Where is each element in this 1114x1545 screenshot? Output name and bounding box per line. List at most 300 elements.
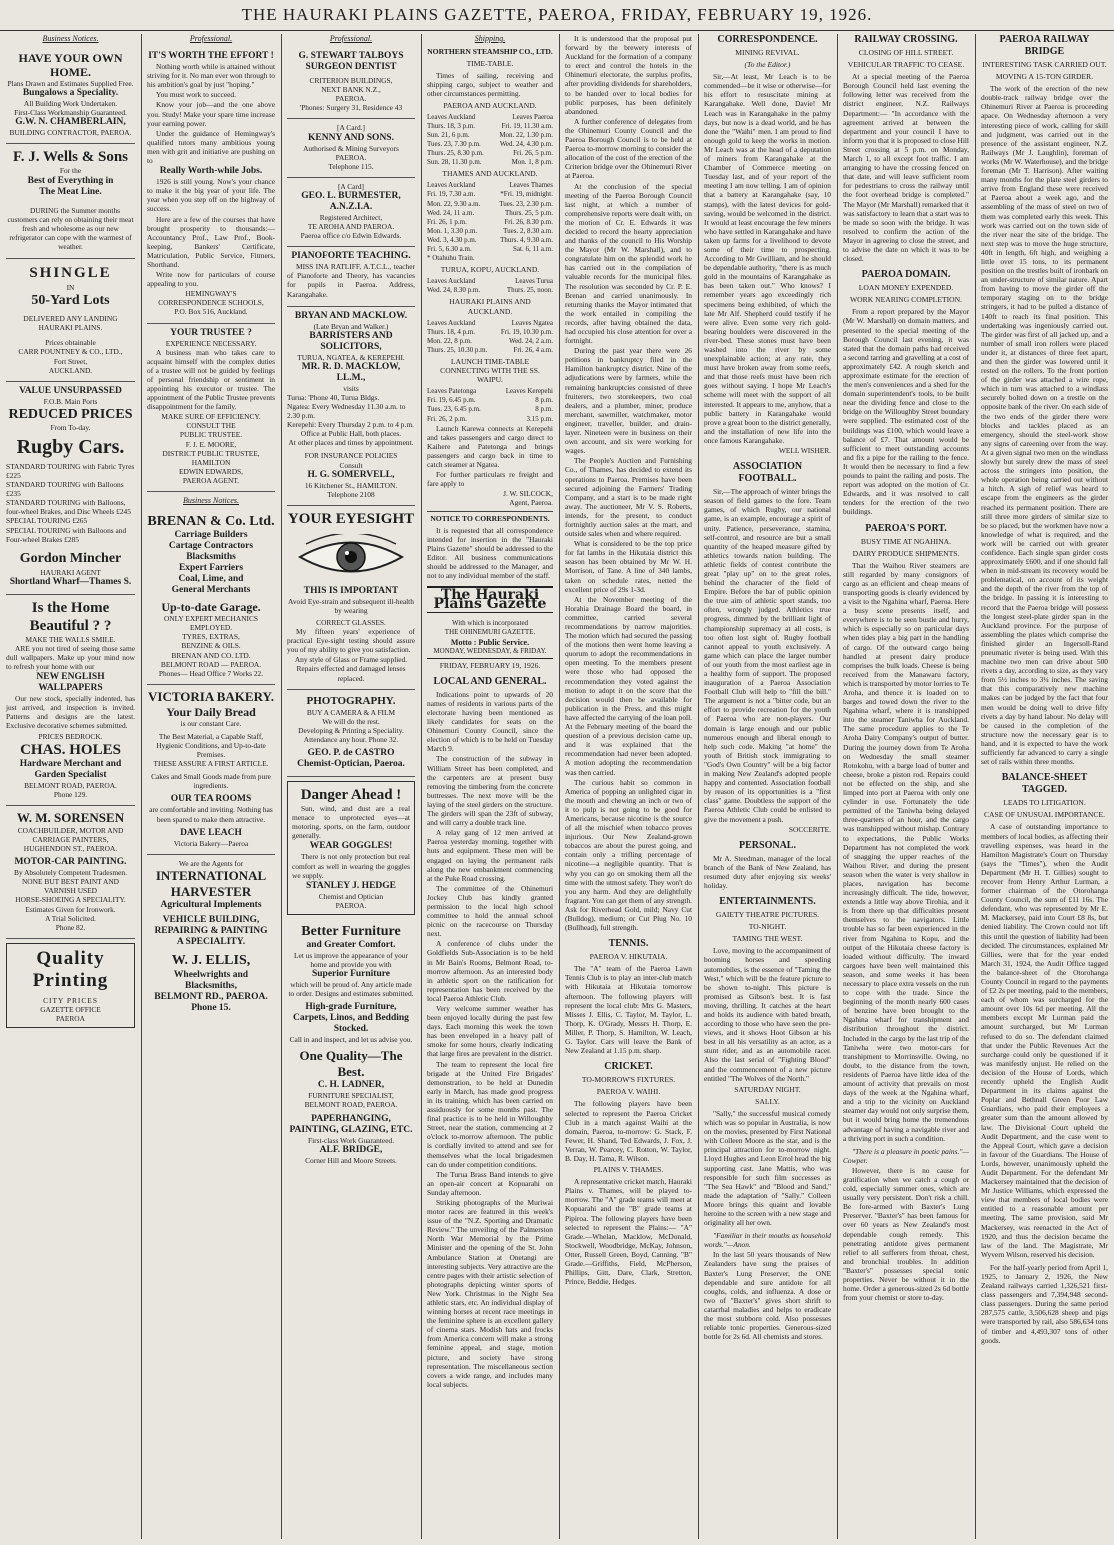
advert-text: However, there is no cause for gratification when we catch a cough or cold, especially summer ones, which are usually very persistent. Don't risk a chill. Be fore-armed with Baxter's Lung Preserver. "Baxter's" has been famous for over 60 years as New Zealand's most dependable cough remedy. This penetrating antidote gives permanent relief to all sufferers from throat, chest, and bronchial troubles. In addition "Baxter's" possesses special tonic properties. Never be without it in the home. Order a generous-sized 2s 6d bottle from your chemist or store to-day. [843,1165,969,1303]
ad-headline: Quality [36,947,105,969]
ad-text: DAVE LEACH [180,827,242,838]
ad-text: is our constant Care. [180,718,242,728]
letter-text: Sir,—At least, Mr Leach is to be commended—be it wise or otherwise—for his effort to resuscitate mining at Karangahake. Well done, Davie! Mr Leach was in Karangahake in the palmy days, but now is a dead world, and he has done the "Waihi" men. I am proud to find enough gold to keep the works in motion. Mr Leach was at the head of a deputation of miners from Karangahake at the Chamber of Commerce meeting on Tuesday last, and of your report of the meeting I am now telling. I am of opinion that a battery at Karangahake (say, 10 stamps), with the latest devices for gold-saving, would be welcomed in the district. It would at least encourage the few miners who have settled in Karangahake and have taken up farms for a livelihood to devote some of their time to prospecting. According to Mr Gwilliam, and he should be dependable authority, "there is as much gold in the mountains of Karangahake as has been taken out." Who knows? I remember years ago exceedingly rich specimens being exhibited, of which the late Mr Alf. Shepherd could testify if he were alive. Even some very rich gold-bearing boulders were discovered in the river-bed. These stones must have been washed into the river by some unexplainable action; at any rate, they must have broken away from some reefs, and that those reefs must have been rich goes without saying. I hope Mr Leach's scheme will meet with the support of all interested. It appears to me, anyhow, that a public battery in Karangahake would prove a great boon to the district generally, and the installation of new life into the once famous Karangahake. [704,72,831,445]
section-subheading: VEHICULAR TRAFFIC TO CEASE. [847,60,965,70]
ad-text: 16 Kitchener St., HAMILTON. [304,480,398,490]
ad-text: Bungalows a Speciality. [22,88,119,99]
nameplate-line: MONDAY, WEDNESDAY, & FRIDAY. [427,647,553,659]
ad-text: MR. R. D. MACKLOW, LL.M., [301,361,401,383]
ad-headline: Is the Home Beautiful ? ? [29,599,112,634]
article-paragraph: A relay gang of 12 men arrived at Paeroa yesterday morning, together with huts and equipment. These men will be engaged on laying the permanent rails along the new embankment commencing at the Puke Road crossing. [427,828,553,883]
section-heading: PERSONAL. [739,839,796,851]
ad-text: Any style of Glass or Frame supplied. [294,655,408,665]
ad-holes-wallpapers [6,595,135,806]
ad-text: visits [343,383,359,393]
ad-text: Authorised & Mining Surveyors [303,143,399,153]
price-line: SPECIAL TOURING £265 [6,516,88,526]
price-line: SPECIAL TOURING with Balloons and Four-wheel Brakes £285 [6,525,127,544]
section-heading: LOCAL AND GENERAL. [433,675,547,687]
ad-headline: F. J. Wells & Sons [12,149,129,166]
ad-ellis [147,855,275,1020]
ad-text: OUR TEA ROOMS [170,794,252,805]
article-paragraph: That the Waihou River steamers are still regarded by many consignors of cargo as an efficient and cheap means of transporting goods is clearly evidenced by a visit to the Ngahina wharf, Paeroa. Here a busy scene presents itself, and everywhere is to be seen bustle and hurry, which is especially so on particular days when tides play a big part in the handling of cargo. Of the outward cargo being handled at present dairy produce comprises the bulk loads. Cheese is being received from the Manawaru factory, which is transported by motor lorries to Te Aroha, and thence it is loaded on to barges and towed down the river to the Ngahina wharf, where it is transhipped into the steamer Taniwha for Auckland. The same procedure applies to the Te Aroha Dairy Company's output of butter. During the journey down from Te Aroha on Wednesday the small steamer Rotokohu, with a barge load of butter and cheese, broke a piston rod. Repairs could not be effected on the ship, and she limped into port at Paeroa with only one cylinder in use. Fortunately the tide permitted of the Taniwha being delayed three-quarters of an hour, and the cargo was transhipped without mishap. Contrary to expectations, the Public Works Department has not completed the work of snagging the upper reaches of the Waihou River, and during the present season when the water is very shallow in places, navigation has become increasingly difficult. The tide, however, extends a little way above Tirohia, and it is from there up that difficulties present themselves to the navigators. Little trouble has so far been experienced in the river from Ngahina to Kopu, and the output of the Hikutaia cheese factory is loaded without difficulty. The inward cargoes have been well maintained this season, and some weeks it has been necessary to place extra vessels on the run to cope with the trade. Since the beginning of the month nearly 600 cases of benzine have been brought to the Ngahina wharf for transhipment and distribution throughout the district. Included in the cargo by the last trip of the Taniwha were two motor-cars for transhipment to Morrinsville. Owing, no doubt, to the distance from the town, residents of Paeroa have little idea of the amount of activity that prevails on most days of the week at the Ngahina wharf, and a trip to the vicinity on Auckland steamer day would not only surprise them, but it would bring home the tremendous advantage of having a navigable river and a thriving port in such a condition. [843,560,969,1143]
ad-text: BELMONT ROAD, PAEROA. [24,780,117,790]
ad-text: At other places and times by appointment. [288,438,414,448]
ad-text: F.O.B. Main Ports [43,396,98,406]
column-8 [975,34,1114,1534]
ad-text: Fort Street, [53,356,88,366]
article-paragraph: It is understood that the proposal put forward by the brewery interests of Auckland for the formation of a company to erect and control the hotels in the Ohinemuri electorate, the surplus profits, after providing dividends for shareholders, to be handed over to local bodies for public purposes, has been definitely abandoned. [565,34,692,116]
section-subheading: TO-MORROW'S FIXTURES. [581,1075,676,1085]
ad-headline: KENNY AND SONS. [308,132,394,143]
article-paragraph: The People's Auction and Furnishing Co., of Thames, has decided to extend its operations to Paeroa. Premises have been secured adjoining the Farmers' Trading Company, and a start is to be made right away. The auctioneer, Mr V. S. Roberts, intends, for the present, to conduct fortnightly auction sales at the mart, and outside sales when and where required. [565,456,692,539]
section-heading: CRICKET. [604,1061,653,1073]
ad-text: G.W. N. CHAMBERLAIN, [15,117,126,128]
ad-text: We will do the rest. [322,716,380,726]
advert-quote: "Familiar in their mouths as household words."—Anon. [704,1231,831,1250]
ad-text: High-grade Furniture, Carpets, Linos, and Bedding Stocked. [293,1002,409,1035]
article-paragraph: A conference of clubs under the Goldfields Sub-Association is to be held in Mr Bain's Rooms, Belmont Road, to-morrow afternoon. As an interested body in athletic sport on the ratification for representation has been received by the local Paeroa Athletic Club. [427,939,553,1003]
ad-text: First-class Work Guaranteed. [307,1135,395,1145]
ad-talboys [287,47,415,119]
ad-headline: Your Daily Bread [166,704,256,719]
notice-heading: NOTICE TO CORRESPONDENTS. [430,513,550,523]
shipping-footer: For further particulars re freight and fare apply to [427,470,553,489]
article-paragraph: "Sally," the successful musical comedy which was so popular in Australia, is now on the movies, presented by First National with Colleen Moore as the star, and is the principal attraction for to-morrow night. Lloyd Hughes and Leon Errol head the big supporting cast. Jane Mattis, who was responsible for such film successes as "The Sea Hawk" and "Blood and Sand," made the adaptation of "Sally." Colleen Moore brings this quaint and lovable heroine to the screen with a new stage and originality all her own. [704,1108,831,1228]
article-paragraph: A representative cricket match, Hauraki Plains v. Thames, will be played to-morrow. The "A" grade teams will meet at Kopuarahi and the "B" grade teams at Pipiroa. The following players have been selected to represent the Plains:— "A" Grade.—Whelan, Macklow, McDonald, Stockwell, Woodbridge, McKay, Johnson, Otter, Russell Green, Boyd, Canning. "B" Grade.—Griffiths, Field, McPherson, Phillips, Gitt, Dare, Clark, Stretton, Prince, Beddie, Hedges. [565,1177,692,1287]
ad-text: Telephone 2108 [327,489,375,499]
ad-text: There is not only protection but real comfort as well in wearing the goggles we supply. [292,852,410,880]
ad-text: PAEROA. [335,152,367,162]
ad-text: You must work to succeed. [156,90,236,100]
ad-headline: Printing [32,969,109,991]
ad-headline: IT'S WORTH THE EFFORT ! [148,51,274,62]
timetable-header: Leaves Auckland Leaves Thames [427,181,553,190]
route-heading: LAUNCH TIME-TABLE CONNECTING WITH THE SS. WAIPU. [440,357,540,385]
ad-text: BUY A CAMERA & A FILM [306,707,396,717]
ad-text: BELMONT ROAD — PAEROA. [160,659,262,669]
advert-text: In the last 50 years thousands of New Zealanders have sung the praises of Baxter's Lung Preserver, the ONE dependable and sure antidote for all coughs, colds, and influenza. A dose or two of "Baxter's" gives short shrift to catarrhal maladies and helps to eradicate the most stubborn cold. Also possesses reliable tonic properties. Generous-sized bottle for 2s 6d. All chemists and stores. [704,1250,831,1342]
advert-quote: "There is a pleasure in poetic pains."—Cowper. [843,1146,969,1165]
ad-text: Plans Drawn and Estimates Supplied Free. [7,79,134,89]
section-label: Shipping. [474,34,506,43]
ad-text: FURNITURE SPECIALIST, [308,1091,394,1101]
timetable-row: Sun. 28, 11.30 p.m. Mon. 1, 8 p.m. [427,158,553,167]
page-masthead: THE HAURAKI PLAINS GAZETTE, PAEROA, FRIDAY, FEBRUARY 19, 1926. [0,0,1114,31]
ad-headline: VICTORIA BAKERY. [148,688,274,704]
ad-bryan-macklow [287,307,415,506]
ad-text: which will be proud of. Any article made to order. Designs and estimates submitted. [288,980,414,999]
section-subheading: TAMING THE WEST. [732,934,803,944]
ad-text: Carriage Builders [174,530,248,541]
ad-text: First-Class Workmanship Guaranteed. [14,108,127,118]
ad-headline: THIS IS IMPORTANT [303,585,399,596]
timetable-row: Thurs. 25, 8.30 p.m. Fri. 26, 5 p.m. [427,149,553,158]
section-subheading: MOVING A 15-TON GIRDER. [995,72,1094,82]
ad-text: VEHICLE BUILDING, [162,914,260,925]
letter-signature: WELL WISHER. [778,446,831,456]
ad-shingle [6,259,135,382]
ad-text: [A Card.] [337,123,365,133]
section-subheading: CASE OF UNUSUAL IMPORTANCE. [983,810,1105,820]
ad-text: 'Phones: Surgery 31, Residence 43 [299,103,403,113]
timetable-row: Sun. 21, 6 p.m. Mon. 22, 1.30 p.m. [427,130,553,139]
letter-address: (To the Editor.) [744,60,791,70]
ad-text: From To-day. [50,422,91,432]
section-subheading: PLAINS V. THAMES. [593,1165,664,1175]
route-heading: PAEROA AND AUCKLAND. [443,100,537,110]
ad-headline: SHINGLE [29,265,112,282]
ad-headline: Danger Ahead ! [300,787,402,804]
ad-text: Phone 15. [191,1002,231,1013]
column-5 [559,34,698,1534]
article-paragraph: Love, moving to the accompaniment of booming horses and speeding automobiles, is the essence of "Taming the West," which will be the feature picture to be shown to-night. This picture is promised as Gibson's best. It is fast moving, thrilling. It catches at the heart and holds its audience with bated breath, according to those who have seen the pre-views, and it shows Hoot Gibson at his best in all his versatility as an actor, as a stunt rider, and as an automobile racer. Also the last serial of "Fighting Blood" and the commencement of a new picture entitled "The Wolves of the North." [704,946,831,1083]
ad-text: Our new stock, specially indented, has just arrived, and inspection is invited. Patterns and designs are the latest. Exclusive decorative schemes submitted. [6,694,135,731]
ad-text: Shortland Wharf—Thames S. [9,576,132,587]
ad-headline: PHOTOGRAPHY. [306,694,396,707]
article-paragraph: The committee of the Ohinemuri Jockey Club has kindly granted permission to the local high school committee to hold the annual school picnic on the racecourse on Thursday next. [427,883,553,939]
timetable-row: Fri. 19, 7.30 a.m. *Fri. 19, midnight. [427,190,553,199]
ad-text: EXPERIENCE NECESSARY. [165,338,257,348]
ad-text: Corner Hill and Moore Streets. [305,1155,397,1165]
ad-headline: INTERNATIONAL [155,867,267,883]
ad-text: My fifteen years' experience of practical Eye-sight testing should assure you of my ability to give you satisfaction. [287,627,415,655]
article-paragraph: Mr A. Steedman, manager of the local branch of the Bank of New Zealand, has resumed duty after enjoying six weeks' holiday. [704,853,831,890]
nameplate-line: With which is incorporated [451,619,529,628]
section-subheading: PAEROA V. HIKUTAIA. [589,952,668,962]
ad-text: Blacksmiths [186,552,236,563]
ad-text: FOR INSURANCE POLICIES [304,451,398,461]
ad-text: MISS INA RATLIFF, A.T.C.L., teacher of Pianoforte and Theory, has vacancies for pupils in Paeroa. Address, Karangahake. [287,262,415,299]
ad-text: CARR POUNTNEY & CO., LTD., [18,347,123,357]
ad-text: Developing & Printing a Speciality. [298,725,404,735]
section-heading: ASSOCIATION FOOTBALL. [732,461,803,485]
column-6 [698,34,837,1534]
article-paragraph: At a special meeting of the Paeroa Borough Council held last evening the following letter was received from the district engineer, N.Z. Railways Department:— "In accordance with the agreement arrived at between the department and your council I have to inform you that it is proposed to close Hill Street crossing at 5 p.m. on Monday, March 1, to all except foot traffic. I am arranging to have the crossing fenced on that date, and will leave sufficient room for pedestrians to cross the railway until the foot overhead bridge is completed." The Mayor (Mr Marshall) remarked that it was satisfactory to learn that a start was to be made so soon with the bridge. It was resolved to confirm the action of the Mayor in agreeing to close the street, and to advise the date on which it was to be closed. [843,72,969,264]
ad-headline: Really Worth-while Jobs. [159,166,263,177]
ad-hemingway [147,47,275,323]
ad-text: MOTOR-CAR PAINTING. [14,857,127,868]
ad-headline: REDUCED PRICES [8,406,133,422]
ad-text: A business man who takes care to acquaint himself with the complex duties of a trustee will not be guided by feelings of personal friendship or sentiment in appointing his executor or trustee. The appointment of the Public Trustee prevents disappointment for the family. [147,347,275,412]
timetable-header: Leaves Auckland Leaves Ngatea [427,318,553,327]
ad-text: BRENAN AND CO. LTD. [171,650,251,660]
timetable-row: Wed. 24, 11 a.m. Thurs. 25, 5 p.m. [427,208,553,217]
ad-headline: G. STEWART TALBOYS [298,51,404,62]
ad-text: Blacksmiths, [185,980,237,991]
ad-text: COACHBUILDER, MOTOR AND CARRIAGE PAINTERS, [17,825,124,844]
ad-text: MAKE SURE OF EFFICIENCY. [161,412,261,422]
ad-text: HAURAKI AGENT [40,567,101,577]
ad-text: TE AROHA AND PAEROA. [307,222,395,232]
timetable-row: Mon. 1, 3.30 p.m. Tues. 2, 8.30 a.m. [427,226,553,235]
timetable-row: Thurs. 18, 4 p.m. Fri. 19, 10.30 p.m. [427,327,553,336]
section-subheading: GAIETY THEATRE PICTURES. [715,910,820,920]
ad-headline: Up-to-date Garage. [161,600,261,615]
ad-text: PRICES BEDROCK. [38,731,103,741]
ad-headline: YOUR EYESIGHT [287,510,415,527]
ad-text: BARRISTERS AND SOLICITORS, [309,330,393,352]
ad-text: HAMILTON [191,457,231,467]
ad-text: PAEROA [56,1013,85,1023]
section-subheading: WORK NEARING COMPLETION. [849,295,962,305]
section-subheading: SALLY. [755,1096,780,1106]
timetable-row: Thurs. 25, 10.30 p.m. Fri. 26, 4 a.m. [427,345,553,354]
ad-text: A SPECIALITY. [176,936,246,947]
timetable-row: Thurs. 18, 3 p.m. Fri. 19, 11.30 a.m. [427,121,553,130]
ad-text: Registered Architect, [319,212,383,222]
ad-headline: GEO. L. BURMESTER, A.N.Z.I.A. [301,190,401,212]
ad-text: C. H. LADNER, [317,1080,385,1091]
section-heading: PAEROA DOMAIN. [861,269,951,281]
section-heading: BALANCE-SHEET TAGGED. [1001,772,1088,796]
ad-text: CORRECT GLASSES. [316,618,386,627]
timetable-header: Leaves Auckland Leaves Paeroa [427,112,553,121]
ad-text: THESE ASSURE A FIRST ARTICLE. [153,759,269,769]
route-heading: THAMES AND AUCKLAND. [442,169,538,179]
ad-public-trustee [147,324,275,493]
ad-text: Nothing worth while is attained without striving for it. No man ever won through to his ambition's goal by just "hoping." [147,62,275,90]
timetable-header: Leaves Auckland Leaves Turua [427,277,553,286]
article-paragraph: A further conference of delegates from the Ohinemuri County Council and the Paeroa Borough Council is to be held at Paeroa to-morrow morning to consider the allocation of the cost of the erection of the Criterion bridge over the Ohinemuri River at Paeroa. [565,116,692,181]
ad-headline: CHAS. HOLES [20,741,121,758]
ad-text: PAPERHANGING, PAINTING, GLAZING, ETC. [289,1113,413,1135]
ad-text: [A Card] [337,181,365,191]
ad-text: NEXT BANK N.Z., [321,85,381,95]
ad-text: Sun, wind, and dust are a real menace to unprotected eyes—at motoring, sports, on the farm, outdoor generally. [292,804,410,841]
ad-text: Call in and inspect, and let us advise you. [289,1035,413,1045]
timetable-row: Mon. 22, 8 p.m. Wed. 24, 2 a.m. [427,336,553,345]
ad-text: Let us improve the appearance of your home and provide you with [293,950,409,969]
section-heading: CORRESPONDENCE. [717,34,818,45]
section-subheading: MINING REVIVAL. [735,48,800,57]
ad-text: EDWIN EDWARDS, [178,466,244,476]
ad-headline: 50-Yard Lots [31,293,110,309]
ad-text: ARE you not tired of seeing those same dull wallpapers. Make up your mind now to refresh your home with our [6,643,135,672]
dateline: FRIDAY, FEBRUARY 19, 1926. [439,660,541,670]
article-paragraph: Indications point to upwards of 20 names of residents in various parts of the electorate having been mentioned as likely candidates for seats on the Ohinemuri County Council, since the election of which is to be held on Tuesday March 9. [427,689,553,754]
ad-text: Repairs effected and damaged lenses replaced. [296,664,406,683]
ad-headline: Better Furniture [301,923,401,939]
section-heading: ENTERTAINMENTS. [719,896,816,908]
ad-text: A Trial Solicited. [45,913,96,923]
ad-text: Phones— Head Office 7 Works 22. [158,668,264,678]
column-1 [0,34,141,1534]
ad-wells [6,144,135,259]
ad-text: DISTRICT PUBLIC TRUSTEE, [162,448,260,458]
ad-text: Avoid Eye-strain and subsequent ill-health by wearing [288,596,414,615]
ad-text: and Greater Comfort. [306,939,396,950]
timetable-row: Wed. 24, 8.30 p.m. Thurs. 25, noon. [427,286,553,295]
ad-text: NEW ENGLISH WALLPAPERS [36,672,105,694]
article-paragraph: At the November meeting of the Horahia Drainage Board the board, in committee, carried several recommendations by narrow majorities. The motion which had secured the passing of the motions then went home leaving a quorum to adopt the recommendations in open meeting. To the members present were those who had opposed the recommendation they voted against the motion to adopt it on the score that the decision would then be available for publication in the Press, and this might have affected the carrying of the loan poll. At the February meeting of the board the question of a previous decision came up, and it was explained that the recommendation had never been adopted. A motion adopting the recommendation was then carried. [565,594,692,777]
article-paragraph: The "A" team of the Paeroa Lawn Tennis Club is to play an inter-club match with Hikutaia at Hikutaia tomorrow afternoon. The following players will represent the local club: Mrs G. Masters, Misses J. Ellis, C. Taylor, M. Taylor, L. Thorp, K. O'Grady, Messrs H. Thorp, E. Miller, P. Thorp, S. Hamilton, W. Leach, G. Taylor. Cars will leave the Bank of New Zealand at 1.15 p.m. sharp. [565,964,692,1056]
article-paragraph: The following players have been selected to represent the Paeroa Cricket Club in a match against Waihi at the domain, Paeroa, to-morrow: G. Stack, F. Fewer, H. Shand, Ted Edwards, J. Fox, J. Verran, W. Pearcey, C. Rotton, W. Taylor, B. Day, H. Tama, R. Wilson. [565,1099,692,1163]
ad-text: 1926 is still young. Now's your chance to make it the big year of your life. The year when you step off on the highway of success. [147,177,275,214]
timetable-row: Fri. 19, 6.45 p.m. 8 p.m. [427,396,553,405]
article-paragraph: At the conclusion of the special meeting of the Paeroa Borough Council last night, at which a number of comprehensive reports were dealt with, on the motion of Cr. E. Edwards it was decided to record the hearty appreciation and thanks of the council to His Worship the Mayor (Mr W. Marshall), and to congratulate him on the splendid work he has carried out in the compilation of valuable records for the municipal files. The resolution was seconded by Cr. P. E. Brenan and carried unanimously. In returning thanks the Mayor intimated that the work entailed in compiling the records, after having obtained the data, had occupied his close attention for over a fortnight. [565,181,692,346]
ad-text: All Building Work Undertaken. [23,99,118,109]
ad-eyesight [287,506,415,690]
ad-text: Turua: 'Phone 40, Turua Bldgs. [287,392,380,402]
ad-text: Chemist-Optician, Paeroa. [297,759,405,770]
ad-text: ALF. BRIDGE, [319,1144,383,1155]
section-subheading: BUSY TIME AT NGAHINA. [860,536,952,546]
ad-text: PAEROA. [335,900,367,910]
section-subheading: SATURDAY NIGHT. [734,1084,801,1094]
article-paragraph: The curious habit so common in America of popping an unlighted cigar in the mouth and chewing an inch or two of it to pulp is not going to be good for Americans, because nicotine is the source of all the mischief when tobacco proves injurious. Our New Zealand-grown tobaccos are about the purest going, and contain only a trifling percentage of nicotine—a negligible quantity. That is why you can go on smoking them all the time with the utmost safety. They won't do you any harm. And they are delightfully fragrant. You can get them of any strength. Ask for Riverhead Gold, mild; Navy Cut (Bulldog), medium; or Cut Plug No. 10 (Bullhead), full strength. [565,777,692,933]
ad-headline: Gordon Mincher [19,550,122,566]
ad-text: Under the guidance of Hemingway's qualified tutors many ambitious young men with grit and initiative are pushing on to [147,128,275,166]
section-subheading: LEADS TO LITIGATION. [1003,798,1086,808]
ad-text: HUGHENDON ST., PAEROA. [23,844,118,854]
ad-text: (Late Bryan and Walker.) [313,321,389,331]
ad-headline: HAVE YOUR OWN HOME. [18,51,123,80]
ad-text: By Absolutely Competent Tradesmen. [14,868,127,878]
ad-headline: YOUR TRUSTEE ? [170,327,252,338]
ad-text: General Merchants [171,585,251,596]
column-2 [141,34,281,1534]
ad-text: Here are a few of the courses that have brought prosperity to thousands:— Accountancy Prof., Law Prof., Book-keeping, Bankers' Certificate, Matriculation, Public Service, Fitmers, Shorthand. [147,214,275,269]
ad-headline: W. M. SORENSEN [16,809,125,825]
ad-victoria-bakery [147,685,275,855]
ad-text: VALUE UNSURPASSED [19,385,122,396]
ad-text: The Meat Line. [39,186,102,197]
ad-quality-printing [6,943,135,1028]
ad-headline: W. J. ELLIS, [171,952,251,968]
ad-chamberlain [6,47,135,144]
ad-pianoforte [287,247,415,306]
ad-headline: H. G. SOMERVELL, [307,469,395,480]
section-heading: PAEROA RAILWAY BRIDGE [999,34,1090,57]
notice-text: It is requested that all correspondence intended for insertion in the "Hauraki Plains Gazette" should be addressed to the Editor. All business communications should be addressed to the Manager, and not to any individual member of the staff. [427,525,553,581]
letter-signature: SOCCERITE. [788,824,831,834]
route-heading: TURUA, KOPU, AUCKLAND. [440,265,540,275]
ad-text: AUCKLAND. [48,365,93,375]
ad-ladner [287,919,415,1171]
route-heading: HAURAKI PLAINS AND AUCKLAND. [449,297,531,316]
ad-text: HORSE-SHOEING A SPECIALITY. [15,895,126,905]
ad-headline: Rugby Cars. [16,435,125,458]
section-label: Business Notices. [183,496,239,506]
ad-headline: GEO. P. de CASTRO [307,748,395,759]
ad-text: Estimates Given for Ironwork. [25,904,116,914]
timetable-row: Tues. 23, 6.45 p.m. 8 p.m. [427,405,553,414]
section-subheading: TO-NIGHT. [748,922,787,932]
timetable-row: Fri. 26, 1 p.m. Fri. 26, 8.30 p.m. [427,217,553,226]
ad-text: Office at Public Hall, both places. [300,429,402,439]
letter-text: Sir,—The approach of winter brings the season of field games to the fore. Team games, of which Rugby, our national game, is an example, encourage a spirit of unity. Patience, perseverance, stamina, self-control, and resource are but a small quantity of the heaped measure gifted by athletics towards nation building. The athletic fields of contest contribute the great "play up" on to the great roles, behind the character of the field of Empire. Before the bar of public opinion the true aim of athletic sport stands, too often, wrongly judged. Athletics true progress, dimmed by the brilliant light of championship supremacy at all costs, is too often lost sight of. Rugby football cannot appeal to youth exclusively. A game which can place the larger number of our youth from the most earliest age in a healthy form of support. The proposed inauguration of a Paeroa Association Football Club will help to "fill the bill." The argument is not a "bitter code, but an effort to provide recreation for the youth of Paeroa who are non-players. Our domain is large enough and our public numerous enough and liberal enough to help such code. Making "at home" the youth of British stock immigrating to "God's Own Country" will be a big factor in making New Zealand's adopted people happy and contented. Association football by reason of its opportunities is a "first class" game. Doubtless the support of the Paeroa Athletic Club could be enlisted to give the movement a push. [704,487,831,824]
ad-text: REPAIRING & PAINTING [154,925,268,936]
ad-text: Victoria Bakery—Paeroa [173,838,249,848]
ad-text: Best of Everything in [27,175,114,186]
ad-text: IN [66,283,75,293]
ad-text: Hardware Merchant and Garden Specialist [19,758,122,780]
ad-text: Cartage Contractors [168,541,254,552]
section-heading: TENNIS. [608,938,649,950]
timetable-row: Mon. 22, 9.30 a.m. Tues. 23, 2.30 p.m. [427,199,553,208]
ad-text: Agricultural Implements [160,899,262,910]
ad-text: F. J. E. MOORE, [185,439,237,449]
ad-kenny [287,119,415,177]
ad-text: The Best Material, a Capable Staff, Hygienic Conditions, and Up-to-date Premises. [156,731,266,760]
ad-text: MAKE THE WALLS SMILE. [25,634,116,644]
shipping-subheading: TIME-TABLE. [466,59,514,69]
ad-text: BENZINE & OILS. [181,641,241,651]
ad-text: SURGEON DENTIST [305,62,397,73]
ad-sorensen [6,806,135,939]
price-line: STANDARD TOURING with Fabric Tyres £225 [6,461,135,480]
ad-headline: BRYAN AND MACKLOW. [294,310,408,321]
ad-text: BELMONT RD., PAEROA. [154,991,268,1002]
ad-text: Ngatea: Every Wednesday 11.30 a.m. to 2.30 p.m. [287,401,406,421]
ad-text: Coal, Lime, and [178,574,244,585]
price-line: STANDARD TOURING with Balloons £235 [6,480,124,499]
ad-brenan [147,509,275,685]
ad-text: Expert Farriers [178,563,244,574]
article-paragraph: Striking photographs of the Muriwai motor races are featured in this week's issue of the "N.Z. Sporting and Dramatic Review." The unveiling of the Palmerston North War Memorial by the Prime Minister and the opening of the St. John Ambulance Station at Onetangi are interesting subjects. Very attractive are the centre pages with their artistic selection of photographs depicting winter sports of New York. Christmas in the Night Sea athletic stars, etc. An individual display of winning horses at recent race meetings in the feminine sphere is an excellent gallery of cinema stars. Modish hats and frocks from America concern will make a strong feminine appeal, and stage, motion picture, and society have strong representation. The miscellaneous section covers a wide range, and includes many local subjects. [427,1197,553,1389]
section-label: Professional. [329,34,373,43]
launch-text: Launch Karewa connects at Kerepehi and takes passengers and cargo direct to Kaihere and Patetonga and brings passengers and cargo back in time to catch steamer at Ngatea. [427,423,553,470]
ad-text: BELMONT ROAD, PAEROA. [304,1100,398,1110]
ad-text: CRITERION BUILDINGS, [309,76,393,86]
ad-text: Telephone 115. [328,161,374,171]
ad-text: For the [59,166,82,176]
column-3 [281,34,421,1534]
section-subheading: LOAN MONEY EXPENDED. [858,283,954,293]
ad-text: Kerepehi: Every Thursday 2 p.m. to 4 p.m. [287,420,414,430]
article-paragraph: For the half-yearly period from April 1, 1925, to January 2, 1926, the New Zealand railways carried 1,326,521 first-class passengers and 7,394,948 second-class passengers. During the same period 287,575 cattle, 3,506,628 sheep and pigs were transported by rail, also 586,634 tons of timber and 4,493,307 tons of other goods. [981,1262,1108,1345]
article-paragraph: From a report prepared by the Mayor (Mr W. Marshall) on domain matters, and presented to the special meeting of the Borough Council last evening, it was stated that the domain paths had received a second tarring and gravelling at a cost of approximately £42. A rough sketch and approximate estimate for the erection of the men's conveniences and a shed for the domain superintendent's tools, to be built near the dividing fence and close to the bridge on the Willoughby Street boundary were supplied. The estimated cost of the buildings was £100, which would leave a balance of £7. That amount would be sufficient to meet outstanding accounts and fix a pipe for the railing to the fence. It would then be necessary to find a few pounds to paint the railing and posts. The report was adopted on the motion of Cr. Edwards, and it was resolved to call tenders for the erection of the two buildings. [843,307,969,517]
ad-text: CORRESPONDENCE SCHOOLS, [158,298,264,308]
article-paragraph: The work of the erection of the new double-track railway bridge over the Ohinemuri River at Paeroa is proceeding apace. On Wednesday afternoon a very interesting piece of work, calling for skill and judgment, was carried out in the presence of the assistant engineer, N.Z. Railways (Mr J. Laughlin), foreman of works (Mr W. Waterhouse), and the bridge foreman (Mr T. Harrison). After waiting many months for the plate steel girders to arrive from England these were received at Paeroa about a week ago, and the assembling of the mass of steel on two of them was completed early this week. This work was carried out on the town side of the river near the site of the bridge. The next step was to move the huge structure, 40ft in length, 6ft high, and weighing a little over 15 tons, to its permanent position on the trestles built of ironbark on an under-structure of similar nature. Apart from having to move the girder off the temporary staging on to the bridge stringers, it had to be pulled a distance of 140ft to reach its final position. This undertaking was ingeniously carried out. The girder was first of all jacked up, and a number of small iron rollers were placed under it, at distances of three feet apart, and then the girder was lowered until it rested on the rollers. To the front portion of the girder was attached a wire rope, which in turn was attached to a windlass securely bolted down on a trestle on the opposite bank of the river. On each side of the two ends of the girder there were blocks and tackles placed as an emergency, should the steel-work show any signs of careening over from the way. At a given signal two men on the windlass slowly but surely drew the mass of steel across the stringers into position, the whole operation being carried out without a hitch. A sigh of relief was heard to escape from the engineers as the girder reached its permanent position. There are still three more girders of similar size to be so placed, but the workmen have now a knowledge of what is required, and the work will be carried out with greater confidence. Each single span girder costs approximately £600, and if one should fall when in mid-stream its recovery would be problematical, on account of its weight and the depth of the river from the top of the bridge. In passing it is interesting to record that the Paeroa bridge will possess the longest steel-plate girder span in the Auckland province. For the purpose of assembling the plates which comprise the finished girder an Ingersoll-Rand pneumatic riveter is being used. With this machine two men can drive about 500 rivets a day, according to size, as they vary from 5½ inches to 3¼ inches. The saving that this comparatively new machine makes can be judged by the fact that four men would be doing well to drive fifty rivets a day by hand labour. No delay will be caused in the completion of the structure now the necessary gear is to hand, and it is expected to have the work sufficiently far advanced to carry a single set of rails within three months. [981,84,1108,767]
ad-text: are comfortable and inviting. Nothing has been spared to make them attractive. [149,805,273,824]
section-label: Business Notices. [42,34,99,43]
section-heading: PAEROA'S PORT. [865,522,947,534]
ad-text: DELIVERED ANY LANDING HAURAKI PLAINS. [23,314,118,333]
ad-text: Attendance any hour. Phone 32. [303,734,399,744]
article-paragraph: Very welcome summer weather has been enjoyed locally during the past few days. Each morning this week the town has been enveloped in a heavy pall of smoke for some hours, clearly indicating that large fires are prevalent in the district. [427,1004,553,1059]
timetable-row: Fri. 26, 2 p.m. 3.15 p.m. [427,414,553,423]
section-subheading: INTERESTING TASK CARRIED OUT. [982,60,1107,69]
shipping-intro: Times of sailing, receiving and shipping cargo, subject to weather and other circumstances permitting. [427,71,553,99]
article-paragraph: The Turua Brass Band intends to give an open-air concert at Kopuarahi on Sunday afternoon. [427,1169,553,1197]
ad-text: CITY PRICES [43,995,98,1005]
column-4 [421,34,559,1534]
ad-headline: HARVESTER [170,883,252,899]
ad-text: Consult [339,460,363,470]
ad-headline: BRENAN & Co. Ltd. [147,514,275,530]
agent-name: J. W. SILCOCK, [503,489,553,499]
article-paragraph: What is considered to be the top price for fat lambs in the Hikutaia district this season has been obtained by Mr W. H. Morrison, of Tane. A line of 340 lambs, taken on schedule rates, netted the excellent price of 29s 1-3d. [565,539,692,594]
ad-text: Chemist and Optician [318,891,384,901]
eye-icon [296,534,406,580]
ad-headline: WEAR GOGGLES! [309,841,393,852]
timetable-row: Fri. 5, 6.30 a.m. Sat. 6, 11 a.m. [427,244,553,253]
article-paragraph: During the past year there were 26 petitions in bankruptcy filed in the Hamilton bankruptcy district. Nine of the adjudications were by farmers, while the remaining bankruptcies consisted of three fruiterers, two storekeepers, two coal dealers, and a plumber, miner, produce merchant, sawmiller, watchmaker, motor engineer, traveller, builder, and drain-layer. Nineteen were in business on their own account, and six were working for wages. [565,346,692,456]
section-heading: RAILWAY CROSSING. [854,34,958,45]
section-subheading: CLOSING OF HILL STREET. [858,48,954,57]
article-paragraph: A case of outstanding importance to members of local bodies, as affecting their travelling expenses, was heard in the Hamilton Magistrate's Court on Thursday (says the "Times"), when the Audit Department (Mr H. T. Gillies) sought to recover from Henry Arthur Lurman, a former chairman of the Otorohanga County Council, the sum of £11 16s. The defendant, who was represented by Mr E. M. Mackersey, paid into Court £8 8s, but denied liability. The Crown could not lift this until the question of liability had been decided. The circumstances, explained Mr Gillies, were that for the year ended March 31, 1924, the Audit Office tagged the balance-sheet of the Otorohanga County Council in regard to the payments of £2 2s per meeting, paid to the members, each of whom was surcharged for the amount over 10s 6d per meeting. All the members except Mr Lurman paid the amount surcharged, but Mr Lurman refused to do so. The defendant claimed that under the Public Revenues Act the surcharge could only be questioned if it was manifestly unjust. He relied on the decision of the House of Lords, which recently upheld the English Audit Department in its claims against the Poplar and Bethnall Green Poor Law Guardians, who paid their employees a greater sum than the amount allowed by law. The Divisional Court upheld the Audit Department, and the case went to the Appeal Court, which gave a decision in favour of the Guardians. The House of Lords, however, unanimously upheld the Audit Department. For the defendant Mr Mackersey maintained that the decision of Mr Justice Williams, which expressed the view that members of local bodies were entitled to a reasonable amount per meeting. The same provision, said Mr Mackersey, was reenacted in the Act of 1920, and thus the decision became the law of the land. The Magistrate, Mr Wyvern Wilson, reserved his decision. [981,822,1108,1259]
ad-text: Phone 129. [53,789,88,799]
ad-text: TYRES, EXTRAS, [182,632,240,642]
ad-burmester [287,178,415,247]
ad-headline: PIANOFORTE TEACHING. [291,251,411,262]
section-subheading: DAIRY PRODUCE SHIPMENTS. [852,548,960,558]
section-label: Professional. [189,34,233,43]
ad-text: Phone 82. [55,922,86,932]
shipping-heading: NORTHERN STEAMSHIP CO., LTD. [427,47,553,57]
